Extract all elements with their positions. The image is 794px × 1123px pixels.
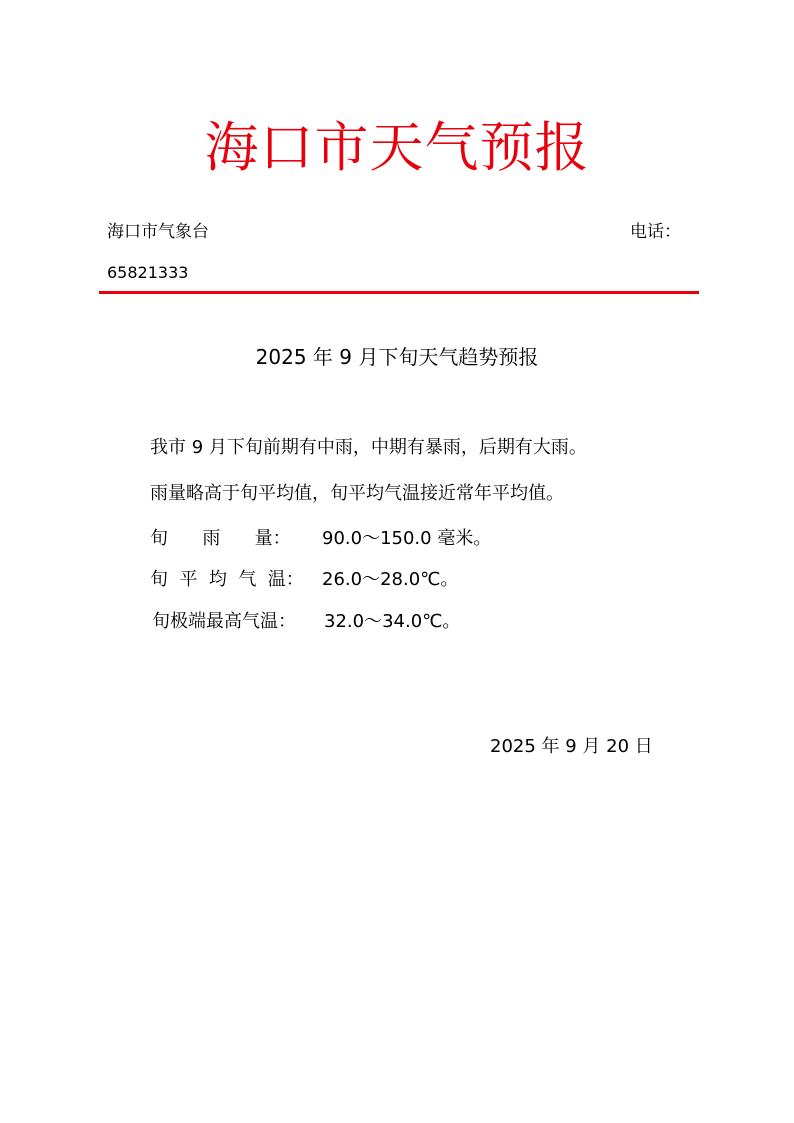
masthead-title: 海口市天气预报 xyxy=(204,116,590,179)
rainfall-value: 90.0～150.0 毫米。 xyxy=(322,528,492,549)
report-title: 2025 年 9 月下旬天气趋势预报 xyxy=(255,345,539,369)
max-temperature-label: 旬极端最高气温： xyxy=(152,611,296,632)
rainfall-label: 旬 雨 量： xyxy=(150,528,291,549)
max-temperature-value: 32.0～34.0℃。 xyxy=(324,611,461,632)
phone-number: 65821333 xyxy=(107,263,189,282)
phone-label: 电话： xyxy=(630,222,681,242)
average-temperature-row xyxy=(150,567,458,593)
issue-date: 2025 年 9 月 20 日 xyxy=(490,736,653,757)
organization-name: 海口市气象台 xyxy=(107,222,209,242)
average-temperature-value: 26.0～28.0℃。 xyxy=(322,569,459,590)
rainfall-row xyxy=(150,526,491,552)
max-temperature-row xyxy=(152,609,460,635)
forecast-paragraph-line-2: 雨量略高于旬平均值，旬平均气温接近常年平均值。 xyxy=(150,483,564,504)
header-divider xyxy=(99,291,699,294)
average-temperature-label: 旬 平 均 气 温： xyxy=(150,569,304,590)
forecast-paragraph-line-1: 我市 9 月下旬前期有中雨，中期有暴雨，后期有大雨。 xyxy=(150,437,587,458)
